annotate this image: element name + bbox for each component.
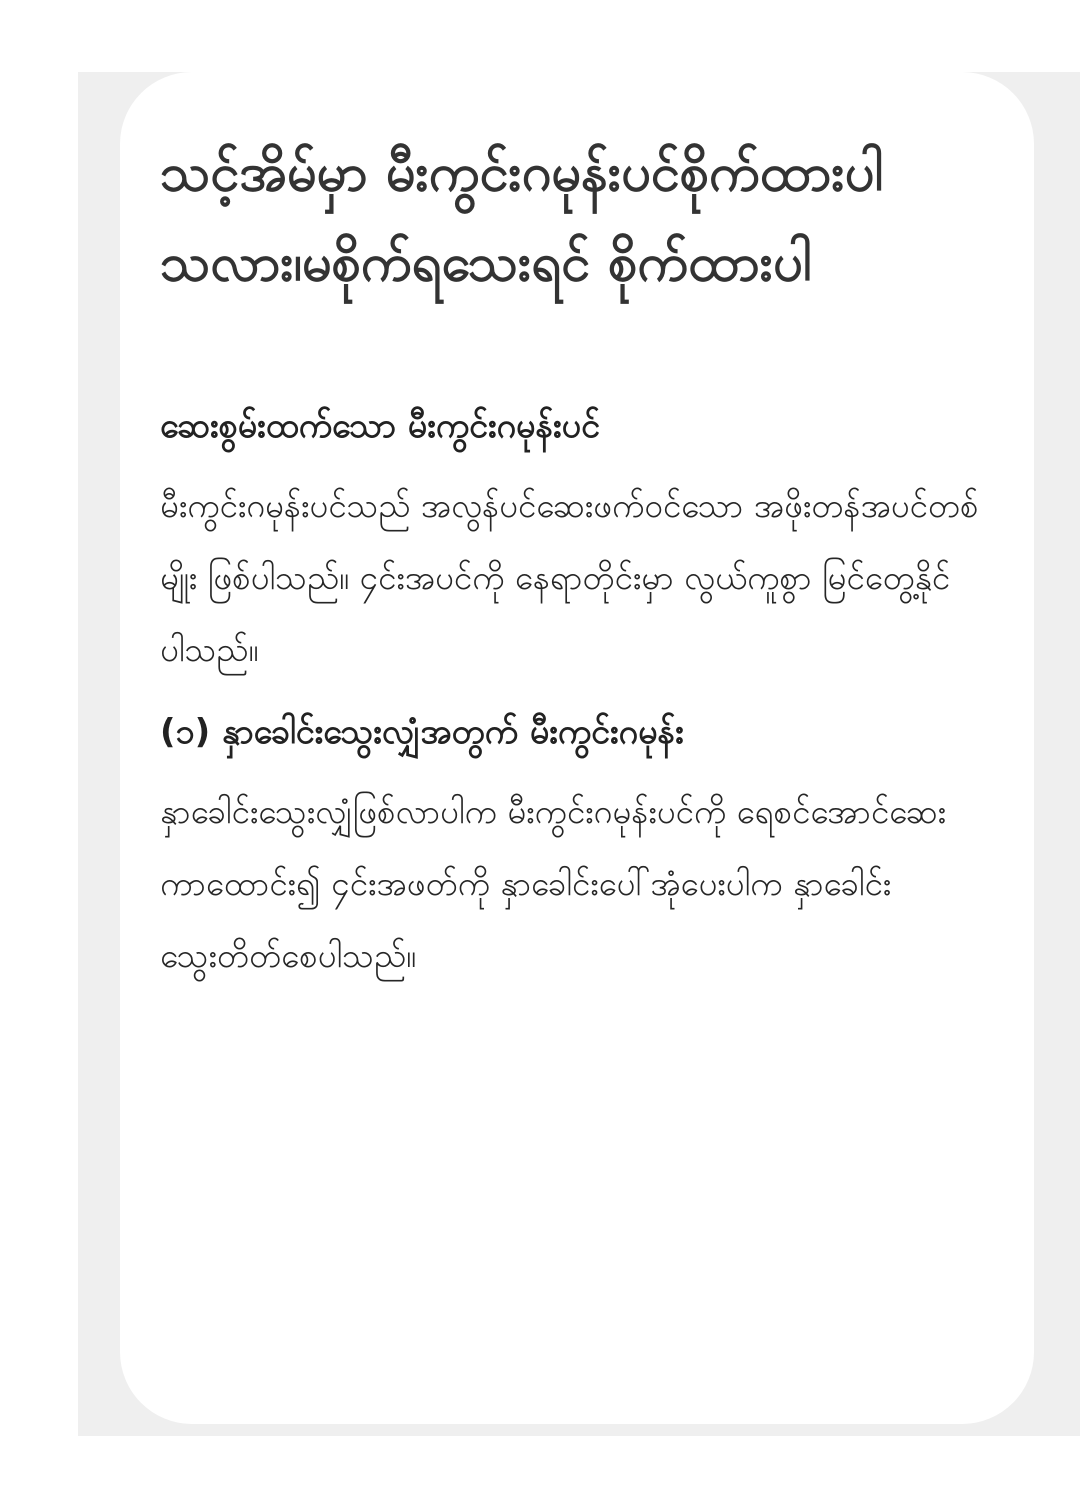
article-title: သင့်အိမ်မှာ မီးကွင်းဂမုန်းပင်စိုက်ထားပါသလား၊မစိုက်ရသေးရင် စိုက်ထားပါ xyxy=(160,143,884,293)
article-card xyxy=(120,72,1034,1424)
section-heading-medicinal: ဆေးစွမ်းထက်သော မီးကွင်းဂမုန်းပင် xyxy=(160,406,600,446)
page-frame xyxy=(78,72,1080,1436)
article-content xyxy=(160,128,990,992)
section-body-medicinal: မီးကွင်းဂမုန်းပင်သည် အလွန်ပင်ဆေးဖက်ဝင်သော အဖိုးတန်အပင်တစ်မျိုး ဖြစ်ပါသည်။ ၄င်းအပင်ကို နေရာတိုင်းမှာ လွယ်ကူစွာ မြင်တွေ့နိုင်ပါသည်။ xyxy=(160,486,979,669)
section-heading-nosebleed: (၁) နှာခေါင်းသွေးလျှံအတွက် မီးကွင်းဂမုန်း xyxy=(160,712,684,752)
section-body-nosebleed: နှာခေါင်းသွေးလျှံဖြစ်လာပါက မီးကွင်းဂမုန်းပင်ကို ရေစင်အောင်ဆေးကာထောင်း၍ ၄င်းအဖတ်ကို နှာခေါင်းပေါ်အုံပေးပါက နှာခေါင်းသွေးတိတ်စေပါသည်။ xyxy=(160,792,947,975)
